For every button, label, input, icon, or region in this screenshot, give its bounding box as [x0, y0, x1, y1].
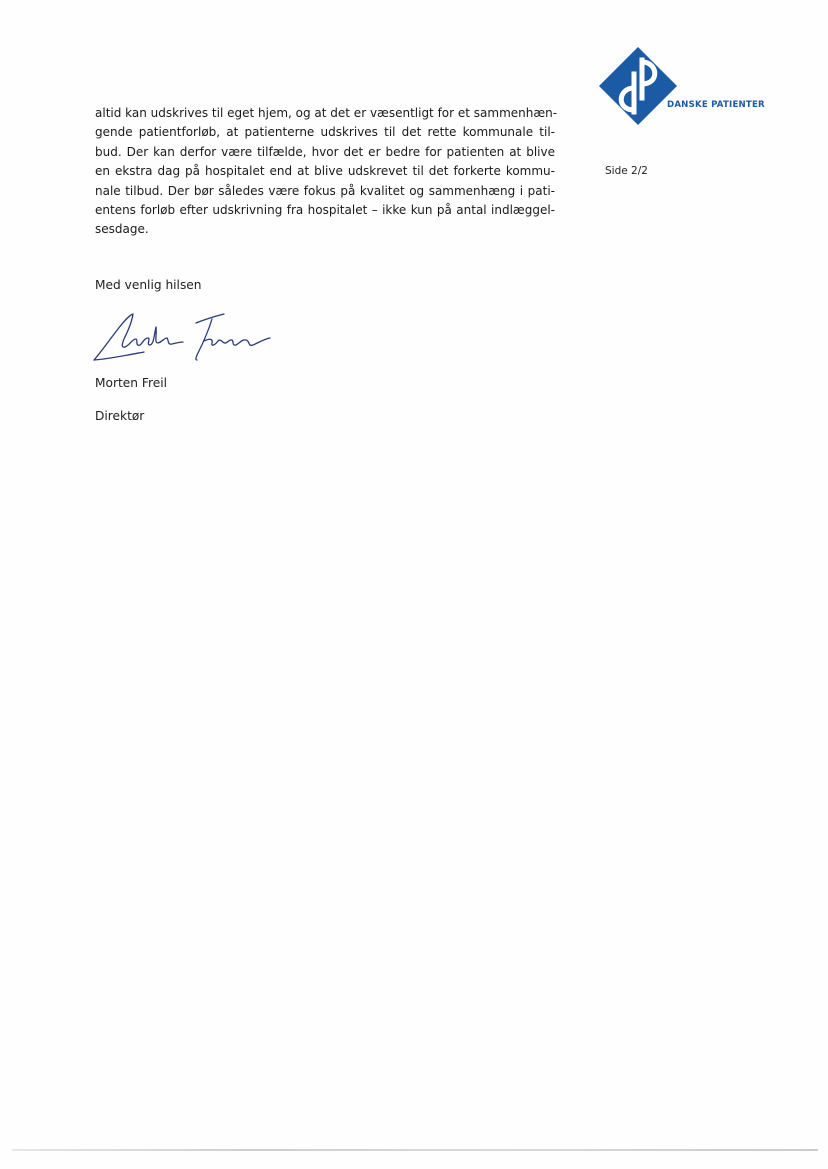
danske-patienter-logo [598, 46, 678, 126]
scan-edge-line [12, 1149, 818, 1151]
body-line: bud. Der kan derfor være tilfælde, hvor det er bedre for patienten at blive [95, 144, 555, 159]
body-line: gende patientforløb, at patienterne udskrives til det rette kommunale til- [95, 125, 555, 140]
signer-title: Direktør [95, 409, 145, 423]
closing-greeting: Med venlig hilsen [95, 278, 202, 292]
body-line: nale tilbud. Der bør således være fokus på kvalitet og sammenhæng i pati- [95, 183, 555, 198]
body-line: entens forløb efter udskrivning fra hospitalet – ikke kun på antal indlæggel- [95, 203, 555, 218]
signer-name: Morten Freil [95, 376, 167, 390]
letter-body [95, 104, 558, 240]
page-number: Side 2/2 [605, 165, 648, 177]
organization-name: DANSKE PATIENTER [667, 100, 765, 110]
handwritten-signature [88, 305, 278, 367]
body-line: altid kan udskrives til eget hjem, og at det er væsentligt for et sammenhæn- [95, 106, 558, 120]
body-line: sesdage. [95, 222, 149, 237]
body-line: en ekstra dag på hospitalet end at blive udskrevet til det forkerte kommu- [95, 164, 555, 179]
